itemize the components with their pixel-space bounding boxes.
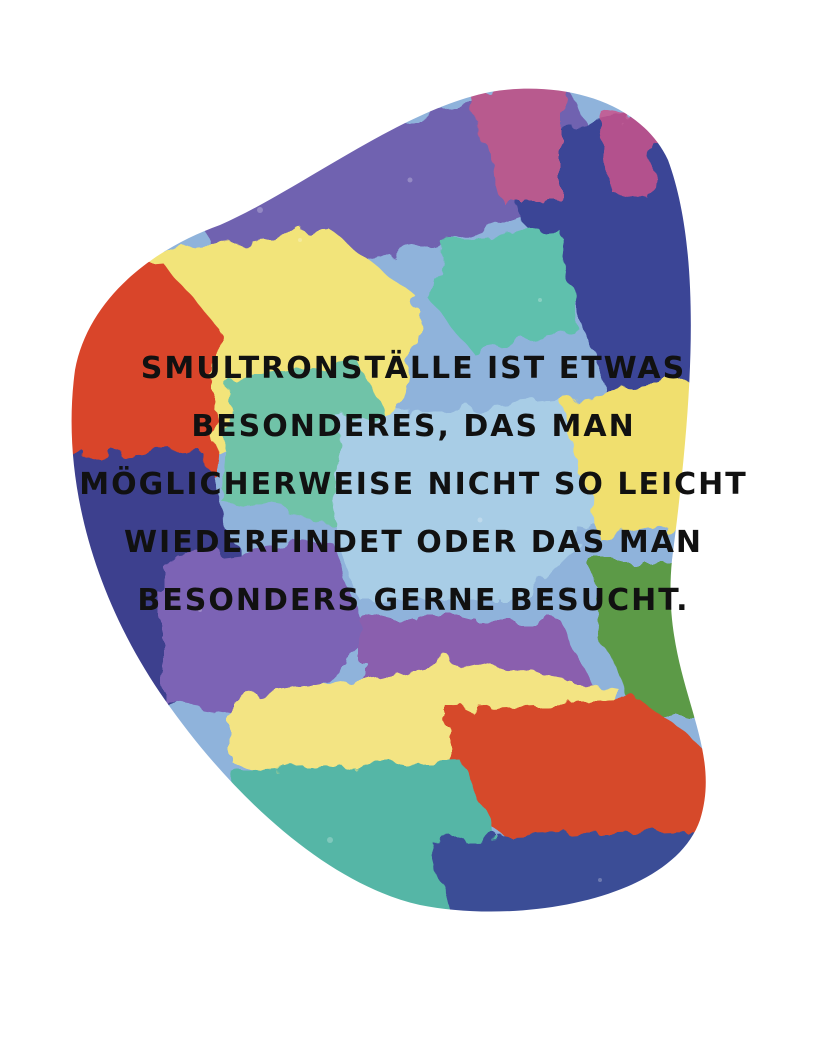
quote-line: BESONDERES, DAS MAN <box>191 409 636 444</box>
quote-line: SMULTRONSTÄLLE IST ETWAS <box>140 351 687 386</box>
quote-text <box>0 340 827 630</box>
quote-line: WIEDERFINDET ODER DAS MAN <box>123 525 704 560</box>
navy-stroke-bottom <box>430 830 720 960</box>
quote-line: BESONDERS GERNE BESUCHT. <box>137 583 690 618</box>
quote-line: MÖGLICHERWEISE NICHT SO LEICHT <box>79 467 748 502</box>
